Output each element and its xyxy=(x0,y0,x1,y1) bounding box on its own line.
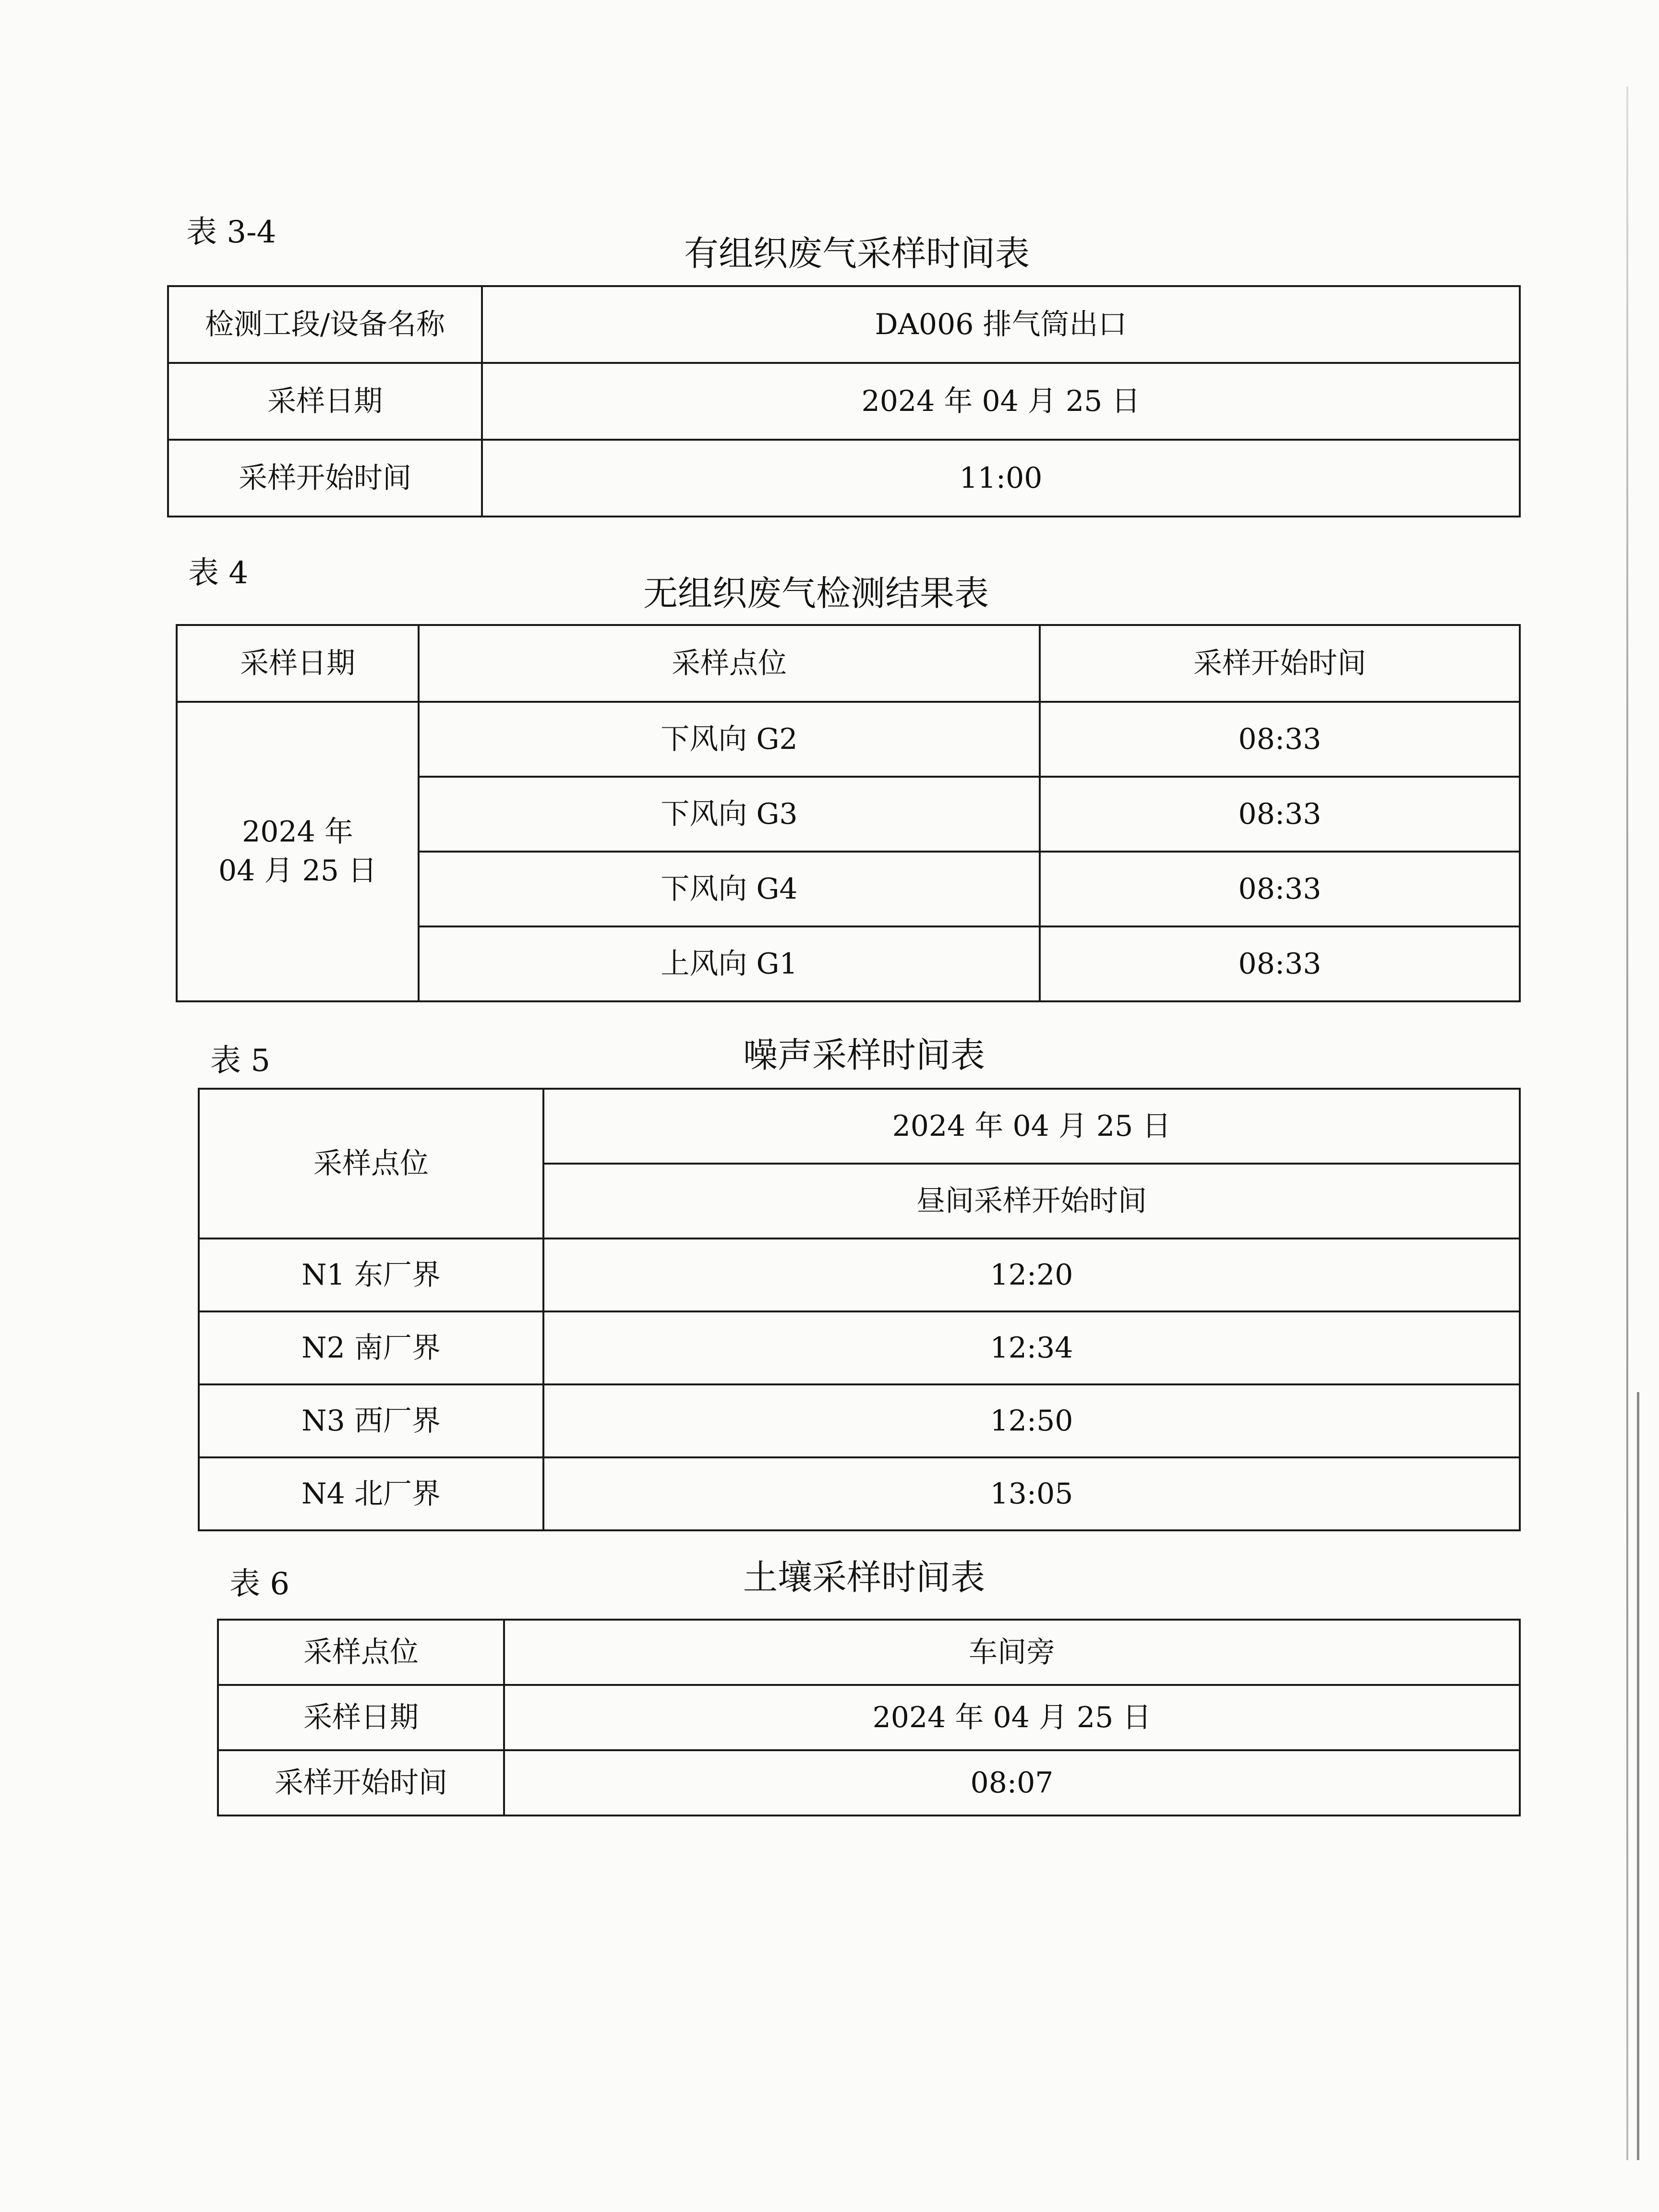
header-daytime-start: 昼间采样开始时间 xyxy=(543,1164,1520,1238)
sample-date-year: 2024 年 xyxy=(242,815,353,849)
table-6-number: 表 6 xyxy=(229,1566,290,1602)
sample-date-cell xyxy=(177,702,419,1001)
row-label: 采样开始时间 xyxy=(218,1750,504,1815)
row-value: 2024 年 04 月 25 日 xyxy=(504,1685,1520,1750)
scan-edge-line xyxy=(1626,86,1628,2160)
table-row xyxy=(218,1620,1520,1685)
table-3-4-title: 有组织废气采样时间表 xyxy=(684,233,1030,274)
table-3-4-number: 表 3-4 xyxy=(186,215,276,250)
header-sample-point: 采样点位 xyxy=(419,625,1040,702)
row-value: 车间旁 xyxy=(504,1620,1520,1685)
point-cell: N1 东厂界 xyxy=(199,1238,543,1311)
point-cell: 下风向 G3 xyxy=(419,777,1040,852)
table-row xyxy=(168,286,1520,363)
table-row xyxy=(177,702,1520,777)
time-cell: 12:50 xyxy=(543,1384,1520,1457)
point-cell: 下风向 G4 xyxy=(419,852,1040,926)
table-row xyxy=(199,1238,1520,1311)
row-label: 采样日期 xyxy=(218,1685,504,1750)
table-header-row xyxy=(177,625,1520,702)
point-cell: N3 西厂界 xyxy=(199,1384,543,1457)
time-cell: 12:20 xyxy=(543,1238,1520,1311)
row-value: 11:00 xyxy=(482,440,1520,517)
row-label: 采样开始时间 xyxy=(168,440,482,517)
row-label: 采样点位 xyxy=(218,1620,504,1685)
row-label: 检测工段/设备名称 xyxy=(168,286,482,363)
table-row xyxy=(168,440,1520,517)
time-cell: 08:33 xyxy=(1040,777,1520,852)
table-3-4 xyxy=(167,285,1521,517)
point-cell: 下风向 G2 xyxy=(419,702,1040,777)
point-cell: N2 南厂界 xyxy=(199,1311,543,1384)
time-cell: 13:05 xyxy=(543,1457,1520,1530)
table-6 xyxy=(217,1619,1521,1816)
header-start-time: 采样开始时间 xyxy=(1040,625,1520,702)
sample-date-day: 04 月 25 日 xyxy=(218,854,377,888)
table-6-title: 土壤采样时间表 xyxy=(743,1557,985,1598)
table-row xyxy=(199,1457,1520,1530)
header-sample-point: 采样点位 xyxy=(199,1089,543,1238)
table-4 xyxy=(176,624,1521,1002)
time-cell: 12:34 xyxy=(543,1311,1520,1384)
table-4-title: 无组织废气检测结果表 xyxy=(643,573,989,613)
row-label: 采样日期 xyxy=(168,363,482,440)
table-5-title: 噪声采样时间表 xyxy=(743,1035,985,1075)
table-5 xyxy=(198,1088,1521,1531)
row-value: 08:07 xyxy=(504,1750,1520,1815)
header-sample-date: 采样日期 xyxy=(177,625,419,702)
table-row xyxy=(199,1384,1520,1457)
scan-edge-line-lower xyxy=(1637,1392,1639,2160)
table-row xyxy=(168,363,1520,440)
table-4-number: 表 4 xyxy=(188,555,249,591)
point-cell: N4 北厂界 xyxy=(199,1457,543,1530)
header-sample-date: 2024 年 04 月 25 日 xyxy=(543,1089,1520,1164)
point-cell: 上风向 G1 xyxy=(419,926,1040,1001)
row-value: 2024 年 04 月 25 日 xyxy=(482,363,1520,440)
table-row xyxy=(199,1311,1520,1384)
time-cell: 08:33 xyxy=(1040,852,1520,926)
table-row xyxy=(218,1685,1520,1750)
table-row xyxy=(218,1750,1520,1815)
table-header-row xyxy=(199,1089,1520,1164)
time-cell: 08:33 xyxy=(1040,926,1520,1001)
time-cell: 08:33 xyxy=(1040,702,1520,777)
row-value: DA006 排气筒出口 xyxy=(482,286,1520,363)
table-5-number: 表 5 xyxy=(210,1043,271,1079)
